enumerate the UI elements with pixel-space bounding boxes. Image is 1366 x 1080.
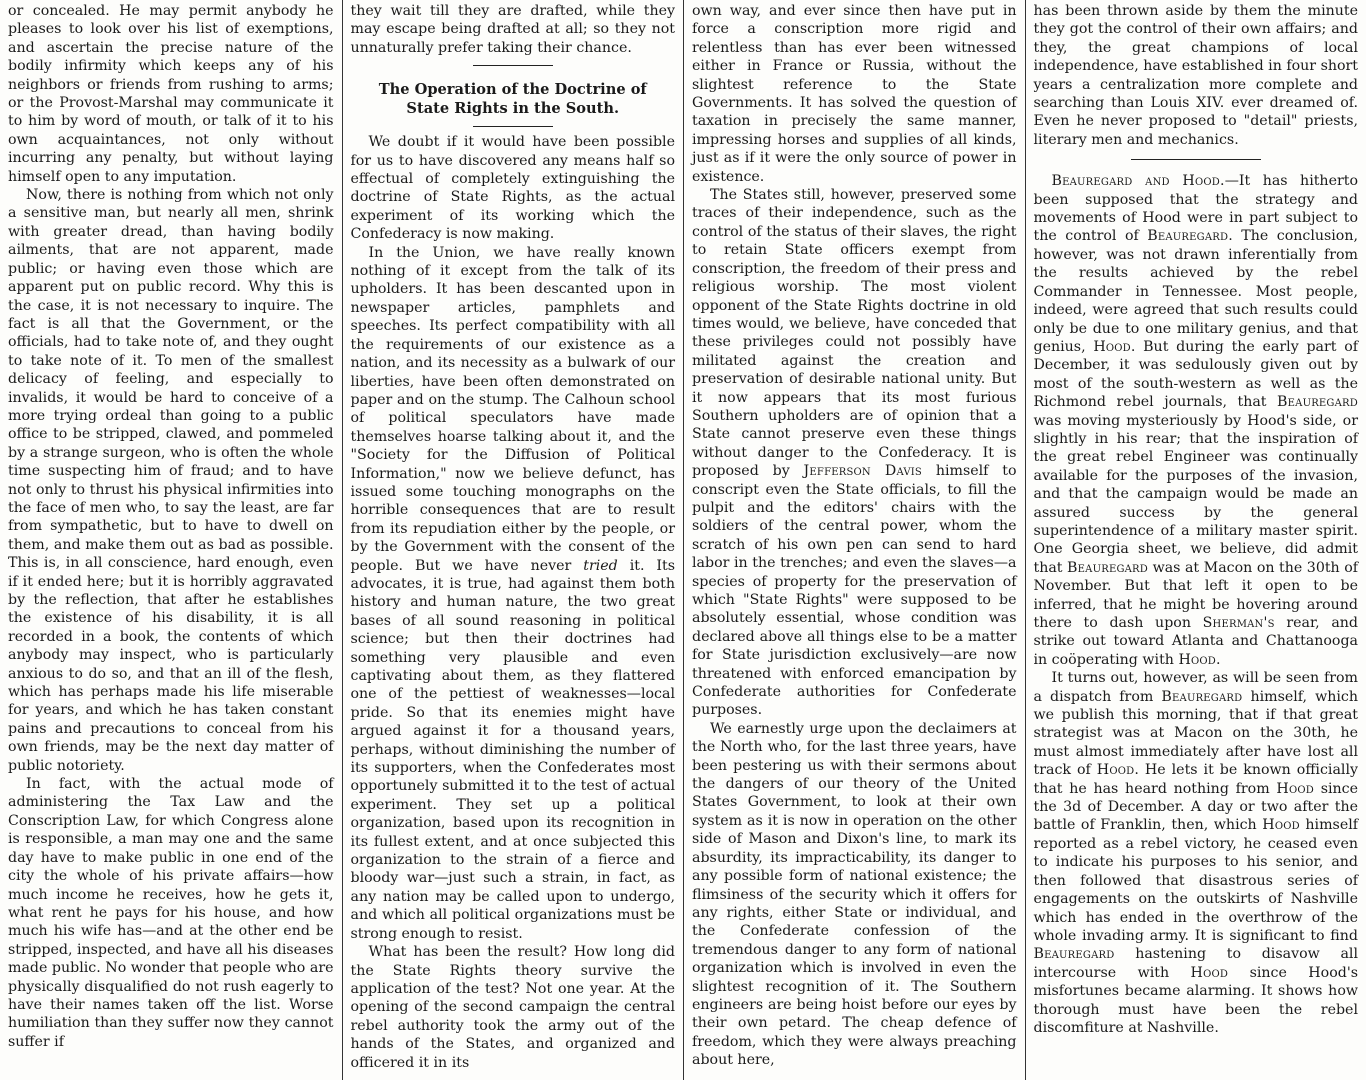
col4-p2-c: . But during the early part of December, it was sedulously given out by most of the south-western as well as the Richmond rebel journals, that [1033, 338, 1358, 411]
col1-paragraph-2: Now, there is nothing from which not only a sensitive man, but nearly all men, shrink with greater dread, than having bodily ailments, that are not apparent, made public; or having even those which are apparent put on public record. Why this is the case, it is not necessary to inquire. The fact is all that the Government, or the officials, had to take note of, and they ought to take note of it. To men of the smallest delicacy of feeling, and especially to invalids, it would be hard to conceive of a more trying ordeal than going to a public office to be stripped, clawed, and pommeled by a strange surgeon, who is often the whole time suspecting him of fraud; and to have not only to thrust his physical infirmities into the face of men who, to say the least, are far from sympathetic, but to have to dwell on them, and make them out as bad as possible. This is, in all conscience, hard enough, even if it ended here; but it is horribly aggravated by the reflection, that after he establishes the existence of his disability, it is all recorded in a book, the contents of which anybody may inspect, who is particularly anxious to do so, and that an ill of the flesh, which has perhaps made his life miserable for years, and which he has taken constant pains and precautions to conceal from his own friends, may be the next day matter of public notoriety. [8, 187, 334, 774]
col3-paragraph-2 [692, 186, 1017, 720]
name-beauregard: Beauregard [1033, 946, 1115, 963]
column-4 [1025, 0, 1366, 1080]
column-1 [0, 0, 342, 1080]
col2-p3-end: it. Its advocates, it is true, had against them both history and human nature, the two great bases of all sound reasoning in political science; but then their doctrines had something very plausible and even captivating about them, as they flattered one of the pettiest of weaknesses—local pride. So that its enemies might have argued against it for a thousand years, perhaps, without diminishing the number of its supporters, when the Confederates most opportunely submitted it to the test of actual experiment. They set up a political organization, based upon its recognition in its fullest extent, and at once subjected this organization to the strain of a fierce and bloody war—just such a strain, in fact, as any nation may be called upon to undergo, and which all political organizations must be strong enough to resist. [350, 557, 675, 942]
name-hood: Hood [1190, 964, 1229, 981]
col4-p3-g: since Hood's misfortunes became alarming. It shows how thorough must have been the rebel discomfiture at Nashville. [1033, 964, 1359, 1036]
name-hood: Hood [1178, 651, 1217, 668]
col2-paragraph-3 [351, 244, 676, 943]
col2-p3-text: In the Union, we have really known nothing of it except from the talk of its upholders. It has been descanted upon in newspaper articles, pamphlets and speeches. Its perfect compatibility with all the requirements of our existence as a nation, and its necessity as a bulwark of our liberties, have been often demonstrated on paper and on the stump. The Calhoun school of political speculators have made themselves hoarse talking about it, and the "Society for the Diffusion of Political Information," now we believe defunct, has issued some touching monographs on the horrible consequences that are to result from its repudiation either by the people, or by the Government with the consent of the people. But we have never [350, 244, 675, 574]
name-beauregard: Beauregard [1147, 228, 1229, 245]
col4-p2-f: rear, and strike out toward Atlanta and Chattanooga in coöperating with [1033, 615, 1359, 668]
col4-paragraph-2 [1034, 172, 1359, 669]
col4-p3-d: since the 3d of December. A day or two after the battle of Franklin, then, which [1033, 780, 1358, 834]
col4-p2-d: was moving mysteriously by Hood's side, or slightly in his rear; that the inspiration of the great rebel Engineer was continually available for the purposes of the invasion, and that the campaign would be made an assured success by the general superintendence of a military master spirit. One Georgia sheet, we believe, did admit that [1033, 412, 1358, 576]
name-beauregard: Beauregard [1067, 559, 1149, 576]
col4-p2-g: . [1216, 651, 1221, 668]
col4-p3-b: himself, which we publish this morning, that if that great strategist was at Macon on the 30th, he must almost immediately after have lost all track of [1033, 688, 1358, 779]
col4-section-lead: Beauregard and Hood. [1051, 173, 1225, 190]
name-hood: Hood [1093, 338, 1131, 355]
col3-p2-text-a: The States still, however, preserved some traces of their independence, such as the control of the status of their slaves, the right to retain State officers exempt from conscription, the freedom of their press and religious worship. The most violent opponent of the State Rights doctrine in old times would, we believe, have conceded that these privileges could not possibly have militated against the creation and preservation of desirable national unity. But it now appears that its most furious Southern upholders are of opinion that a State cannot preserve even these things without danger to the Confederacy. It is proposed by [692, 187, 1017, 480]
name-hood: Hood [1276, 780, 1314, 797]
divider-rule [473, 65, 553, 66]
col4-p3-e: himself reported as a rebel victory, he ceased even to indicate his purposes to his senior, and then followed that disastrous series of engagements on the outskirts of Nashville which has ended in the overthrow of the whole invading army. It is significant to find [1033, 817, 1359, 944]
col4-p2-b: . The conclusion, however, was not drawn inferentially from the results achieved by the rebel Commander in Tennessee. Most people, indeed, were agreed that such results could only be due to one military genius, and that genius, [1033, 228, 1358, 355]
name-hood: Hood [1262, 817, 1300, 834]
name-beauregard: Beauregard [1277, 394, 1358, 411]
col3-p2-text-b: himself to conscript even the State officials, to fill the pulpit and the editors' chairs with the soldiers of the central power, whom the scratch of his own pen can send to hard labor in the trenches; and even the slaves—a species of property for the preservation of which "State Rights" were supposed to be absolutely essential, whose condition was declared above all things else to be a matter for State jurisdiction exclusively—are now threatened with enforced emancipation by Confederate authorities for Confederate purposes. [692, 463, 1017, 719]
column-2 [342, 0, 684, 1080]
col4-p2-a: —It has hitherto been supposed that the strategy and movements of Hood were in part subject to the control of [1033, 173, 1358, 245]
col2-paragraph-1: they wait till they are drafted, while they may escape being drafted at all; so they not unnaturally prefer taking their chance. [350, 3, 675, 56]
col1-paragraph-1: or concealed. He may permit anybody he pleases to look over his list of exemptions, and ascertain the precise nature of the bodily infirmity which keeps any of his neighbors or friends from rushing to arms; or the Provost-Marshal may communicate it to him by word of mouth, or talk of it to his own acquaintances, not only without incurring any penalty, but without laying himself open to any imputation. [8, 3, 334, 185]
section-rule [1131, 159, 1261, 160]
col4-p2-e: was at Macon on the 30th of November. But that left it open to be inferred, that he might be hovering around there to dash upon [1033, 559, 1359, 631]
article-headline: The Operation of the Doctrine of State Rights in the South. [378, 81, 647, 118]
col2-paragraph-4: What has been the result? How long did the State Rights theory survive the application of the test? Not one year. At the opening of the second campaign the central rebel authority took the army out of the hands of the States, and organized and officered it in its [350, 944, 675, 1071]
col2-paragraph-2: We doubt if it would have been possible for us to have discovered any means half so effectual of completely extinguishing the doctrine of State Rights, as the actual experiment of its working which the Confederacy is now making. [350, 134, 675, 243]
col3-paragraph-3: We earnestly urge upon the declaimers at the North who, for the last three years, have been pestering us with their sermons about the dangers of our theory of the United States Government, to look at their own system as it is now in operation on the other side of Mason and Dixon's line, to mark its absurdity, its impracticability, its danger to any possible form of national existence; the flimsiness of the security which it offers for any rights, either State or individual, and the Confederate confession of the tremendous danger to any form of national organization which is involved in even the slightest recognition of it. The Southern engineers are being hoist before our eyes by their own petard. The cheap defence of freedom, which they were always preaching about here, [692, 720, 1017, 1069]
col4-p3-a: It turns out, however, as will be seen from a dispatch from [1033, 670, 1358, 705]
col3-paragraph-1: own way, and ever since then have put in force a conscription more rigid and relentless than has ever been witnessed either in France or Russia, without the slightest reference to the State Governments. It has solved the question of taxation in precisely the same manner, impressing horses and supplies of all kinds, just as if it were the only source of power in existence. [692, 3, 1017, 185]
headline-rule [473, 126, 553, 127]
col2-p3-italic: tried [583, 557, 618, 574]
col3-p2-name: Jefferson Davis [803, 463, 922, 480]
col1-paragraph-3: In fact, with the actual mode of administering the Tax Law and the Conscription Law, for which Congress alone is responsible, a man may one and the same day have to make public in one end of the city the whole of his private affairs—how much income he receives, how he gets it, what rent he pays for his house, and how much his wife has—and at the other end be stripped, inspected, and have all his diseases made public. No wonder that people who are physically disqualified do not rush eagerly to have their names taken off the list. Worse humiliation than they suffer now they cannot suffer if [8, 776, 334, 1050]
col4-p3-c: . He lets it be known officially that he has heard nothing from [1033, 762, 1358, 797]
name-sherman: Sherman's [1202, 615, 1275, 631]
name-beauregard: Beauregard [1161, 688, 1243, 705]
name-hood: Hood [1096, 762, 1135, 779]
column-3 [683, 0, 1025, 1080]
col4-p3-f: hastening to disavow all intercourse with [1033, 946, 1359, 981]
col4-paragraph-3 [1034, 669, 1359, 1037]
col4-paragraph-1: has been thrown aside by them the minute they got the control of their own affairs; and they, the great champions of local independence, have established in four short years a centralization more complete and searching than Louis XIV. ever dreamed of. Even he never proposed to "detail" priests, literary men and mechanics. [1033, 3, 1359, 148]
